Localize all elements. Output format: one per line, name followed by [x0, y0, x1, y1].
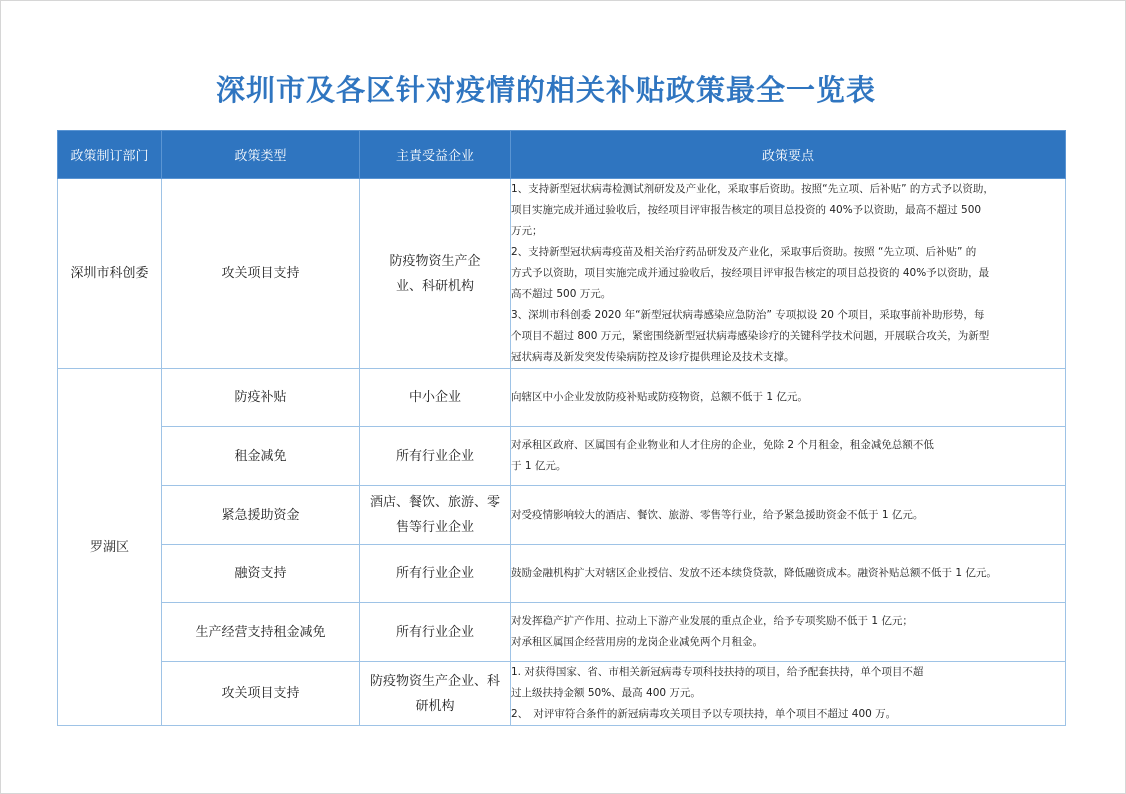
policy-point-line: 向辖区中小企业发放防疫补贴或防疫物资，总额不低于 1 亿元。 — [511, 391, 808, 403]
policy-point-line: 3、深圳市科创委 2020 年“新型冠状病毒感染应急防治” 专项拟设 20 个项目，采取事前补助形势，每 — [511, 309, 985, 321]
policy-table — [57, 130, 1066, 726]
table-row — [58, 369, 1066, 427]
beneficiary-line: 防疫物资生产企 — [389, 253, 481, 269]
beneficiary-cell — [360, 603, 511, 662]
policy-point-line: 2、 对评审符合条件的新冠病毒攻关项目予以专项扶持，单个项目不超过 400 万。 — [511, 708, 897, 720]
policy-point-line: 1、支持新型冠状病毒检测试剂研发及产业化，采取事后资助。按照“先立项、后补贴” 的方式予以资助， — [511, 183, 994, 195]
policy-point-line: 冠状病毒及新发突发传染病防控及诊疗提供理论及技术支撑。 — [511, 351, 795, 363]
policy-points-cell — [511, 545, 1066, 603]
policy-point-line: 对发挥稳产扩产作用、拉动上下游产业发展的重点企业，给予专项奖励不低于 1 亿元； — [511, 615, 913, 627]
policy-type-cell: 攻关项目支持 — [162, 662, 360, 726]
table-row — [58, 486, 1066, 545]
beneficiary-line: 研机构 — [415, 698, 455, 714]
beneficiary-cell — [360, 662, 511, 726]
policy-point-line: 过上级扶持金额 50%、最高 400 万元。 — [511, 687, 701, 699]
department-cell: 罗湖区 — [58, 369, 162, 726]
policy-type-cell: 紧急援助资金 — [162, 486, 360, 545]
header-department: 政策制订部门 — [58, 131, 162, 179]
table-row — [58, 545, 1066, 603]
policy-point-line: 项目实施完成并通过验收后，按经项目评审报告核定的项目总投资的 40%予以资助，最高不超过 500 — [511, 204, 982, 216]
policy-point-line: 鼓励金融机构扩大对辖区企业授信、发放不还本续贷贷款，降低融资成本。融资补贴总额不低于 1 亿元。 — [511, 567, 997, 579]
policy-points-cell — [511, 179, 1066, 369]
policy-point-line: 对承租区政府、区属国有企业物业和人才住房的企业，免除 2 个月租金，租金减免总额不低 — [511, 439, 934, 451]
policy-point-line: 对受疫情影响较大的酒店、餐饮、旅游、零售等行业，给予紧急援助资金不低于 1 亿元。 — [511, 508, 924, 521]
policy-point-line: 高不超过 500 万元。 — [511, 288, 612, 300]
beneficiary-line: 酒店、餐饮、旅游、零 — [369, 495, 500, 510]
policy-point-line: 2、支持新型冠状病毒疫苗及相关治疗药品研发及产业化，采取事后资助。按照 “先立项、后补贴” 的 — [511, 246, 977, 258]
page-title: 深圳市及各区针对疫情的相关补贴政策最全一览表 — [215, 73, 876, 107]
beneficiary-line: 所有行业企业 — [395, 624, 474, 640]
header-policy-points: 政策要点 — [511, 131, 1066, 179]
beneficiary-line: 业、科研机构 — [395, 278, 474, 294]
policy-type-cell: 生产经营支持租金减免 — [162, 603, 360, 662]
beneficiary-line: 所有行业企业 — [395, 566, 474, 581]
beneficiary-line: 中小企业 — [408, 390, 461, 405]
policy-point-line: 1. 对获得国家、省、市相关新冠病毒专项科技扶持的项目，给予配套扶持，单个项目不超 — [511, 666, 924, 678]
policy-point-line: 方式予以资助，项目实施完成并通过验收后，按经项目评审报告核定的项目总投资的 40%予以资助，最 — [511, 267, 990, 279]
policy-points-cell — [511, 369, 1066, 427]
beneficiary-line: 售等行业企业 — [395, 520, 474, 535]
table-row — [58, 179, 1066, 369]
policy-points-cell — [511, 603, 1066, 662]
beneficiary-line: 防疫物资生产企业、科 — [369, 673, 500, 689]
policy-type-cell: 租金减免 — [162, 427, 360, 486]
table-row — [58, 427, 1066, 486]
header-beneficiary: 主責受益企业 — [360, 131, 511, 179]
department-cell: 深圳市科创委 — [58, 179, 162, 369]
table-row — [58, 662, 1066, 726]
policy-point-line: 于 1 亿元。 — [511, 460, 567, 472]
beneficiary-cell — [360, 486, 511, 545]
beneficiary-cell — [360, 545, 511, 603]
policy-type-cell: 防疫补贴 — [162, 369, 360, 427]
beneficiary-cell — [360, 369, 511, 427]
policy-points-cell — [511, 427, 1066, 486]
header-policy-type: 政策类型 — [162, 131, 360, 179]
policy-type-cell: 融资支持 — [162, 545, 360, 603]
policy-points-cell — [511, 486, 1066, 545]
table-row — [58, 603, 1066, 662]
header-row — [58, 131, 1066, 179]
policy-point-line: 对承租区属国企经营用房的龙岗企业减免两个月租金。 — [511, 636, 763, 648]
beneficiary-cell — [360, 427, 511, 486]
policy-point-line: 万元； — [511, 225, 543, 237]
policy-type-cell: 攻关项目支持 — [162, 179, 360, 369]
policy-points-cell — [511, 662, 1066, 726]
policy-point-line: 个项目不超过 800 万元，紧密围绕新型冠状病毒感染诊疗的关键科学技术问题，开展联合攻关，为新型 — [511, 330, 990, 342]
beneficiary-cell — [360, 179, 511, 369]
beneficiary-line: 所有行业企业 — [395, 448, 474, 464]
